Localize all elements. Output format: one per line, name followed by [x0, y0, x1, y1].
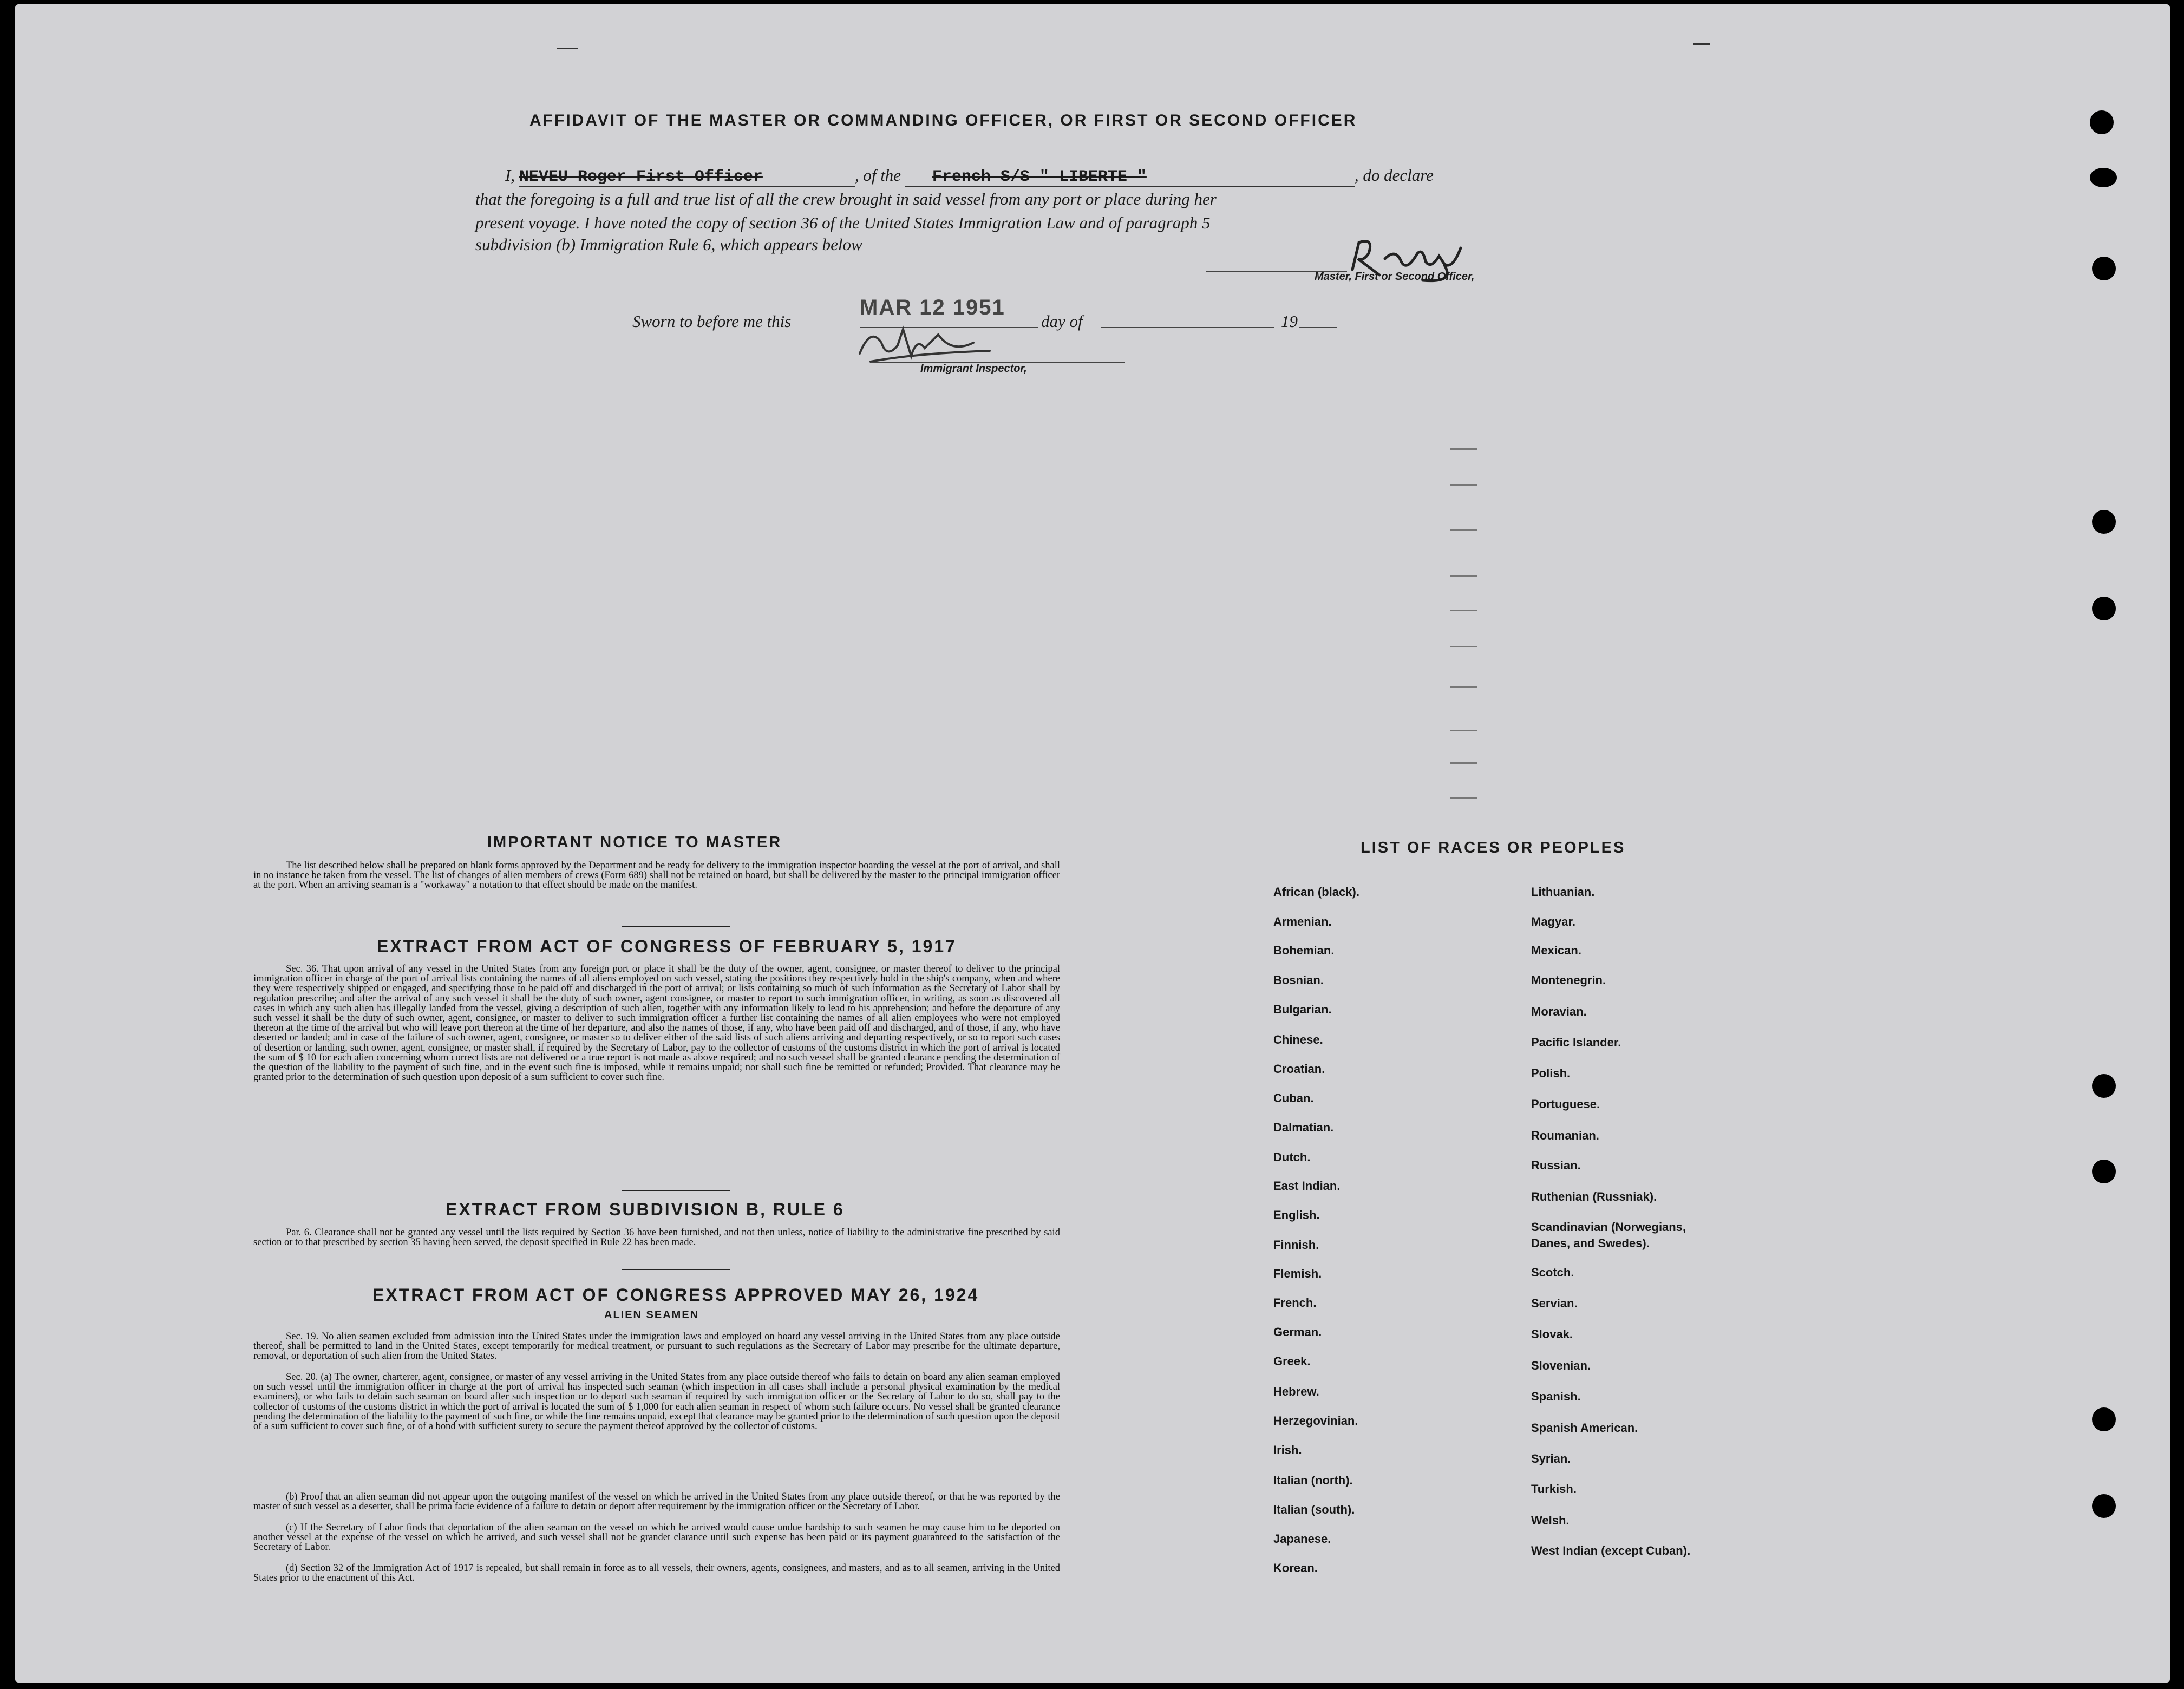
sworn-text: Sworn to before me this — [632, 312, 792, 331]
alien-seamen-subtitle: ALIEN SEAMEN — [604, 1309, 699, 1321]
race-item: Magyar. — [1531, 915, 1575, 928]
race-item: Dutch. — [1273, 1150, 1311, 1164]
extract-1924-sec20d: (d) Section 32 of the Immigration Act of 1917 is repealed, but shall remain in force as to all vessels, their owners, agents, consignees, and masters, and as to all seamen, arriving in the United States prior to the enactment of this Act. — [253, 1563, 1060, 1584]
race-item: Syrian. — [1531, 1452, 1571, 1465]
race-item: Mexican. — [1531, 944, 1581, 957]
race-item: Italian (south). — [1273, 1503, 1355, 1516]
race-item: English. — [1273, 1208, 1320, 1222]
affidavit-line-2: that the foregoing is a full and true list of all the crew brought in said vessel from any port or place during her — [475, 189, 1217, 208]
race-item: Spanish American. — [1531, 1421, 1638, 1435]
race-item: Welsh. — [1531, 1514, 1570, 1527]
notice-paragraph — [253, 861, 1060, 891]
punch-hole — [2092, 1074, 2116, 1098]
race-item: Scandinavian (Norwegians, Danes, and Swedes). — [1531, 1220, 1686, 1250]
race-item: Montenegrin. — [1531, 973, 1606, 987]
race-item: Chinese. — [1273, 1033, 1323, 1046]
race-item: Italian (north). — [1273, 1474, 1353, 1487]
affidavit-title: AFFIDAVIT OF THE MASTER OR COMMANDING OFFICER, OR FIRST OR SECOND OFFICER — [529, 112, 1357, 129]
section-rule — [622, 1269, 730, 1270]
race-item: Ruthenian (Russniak). — [1531, 1190, 1657, 1203]
section-rule — [622, 1190, 730, 1191]
punch-hole — [2090, 168, 2117, 187]
race-item: Scotch. — [1531, 1266, 1574, 1279]
extract-1924-paragraph — [253, 1563, 1060, 1583]
section-rule — [622, 926, 730, 927]
extract-1924-sec19: Sec. 19. No alien seamen excluded from admission into the United States under the immigration laws and employed on board any vessel arriving in the United States from any place outside thereof, shall be permitted to land in the United States, except temporarily for medical treatment, or pursuant to such regulations as the Secretary of Labor may prescribe for the ultimate departure, removal, or deportation of such alien from the United States. — [253, 1331, 1060, 1362]
extract-1924-sec20c: (c) If the Secretary of Labor finds that deportation of the alien seaman on the vessel on which he arrived would cause undue hardship to such seamen he may cause him to be deported on another vessel at the expense of the vessel on which he arrived, and such vessel shall not be grandet clarance until such expense has been paid or its payment guaranteed to the satisfaction of the Secretary of Labor. — [253, 1522, 1060, 1553]
extract-rule6-title: EXTRACT FROM SUBDIVISION B, RULE 6 — [446, 1200, 845, 1219]
punch-hole — [2090, 110, 2114, 134]
officer-name-field — [519, 166, 855, 187]
punch-hole — [2092, 510, 2116, 534]
race-item: Roumanian. — [1531, 1129, 1599, 1142]
race-item: Spanish. — [1531, 1390, 1581, 1403]
extract-1917-title: EXTRACT FROM ACT OF CONGRESS OF FEBRUARY 5, 1917 — [377, 937, 957, 956]
officer-signature-label: Master, First or Second Officer, — [1315, 271, 1475, 283]
race-item: Hebrew. — [1273, 1385, 1319, 1398]
declaration-text: , do declare — [1354, 166, 1434, 185]
affidavit-line-4: subdivision (b) Immigration Rule 6, which appears below — [475, 235, 862, 254]
affidavit-line-3: present voyage. I have noted the copy of section 36 of the United States Immigration Law and of paragraph 5 — [475, 213, 1211, 232]
race-item: Japanese. — [1273, 1532, 1331, 1546]
extract-1924-paragraph — [253, 1372, 1060, 1431]
race-item: Servian. — [1531, 1297, 1578, 1310]
extract-1924-paragraph — [253, 1332, 1060, 1361]
race-item: Herzegovinian. — [1273, 1414, 1358, 1428]
race-item: Bosnian. — [1273, 973, 1324, 987]
date-stamp: MAR 12 1951 — [860, 296, 1005, 319]
race-item: Russian. — [1531, 1158, 1581, 1172]
document-page — [15, 4, 2170, 1683]
race-item: Bulgarian. — [1273, 1003, 1332, 1016]
race-item: Moravian. — [1531, 1005, 1587, 1018]
races-title: LIST OF RACES OR PEOPLES — [1361, 839, 1626, 856]
race-item: Dalmatian. — [1273, 1121, 1334, 1134]
race-item: Turkish. — [1531, 1482, 1577, 1496]
inspector-label: Immigrant Inspector, — [920, 363, 1027, 375]
sworn-year-line — [1299, 327, 1337, 328]
race-item: Armenian. — [1273, 915, 1332, 928]
scan-mark — [1693, 43, 1710, 45]
vessel-name-field — [905, 166, 1355, 187]
race-item: East Indian. — [1273, 1179, 1341, 1193]
extract-1917-text: Sec. 36. That upon arrival of any vessel in the United States from any foreign port or place it shall be the duty of the owner, agent, consignee, or master thereof to deliver to the principal immigration officer in charge of the port of arrival lists containing the names of all aliens employed on such vessel, stating the positions they respectively hold in the ship's company, when and where they were respectively shipped or engaged, and specifying those to be paid off and discharged in the port of arrival; or lists containing so much of such information as the Secretary of Labor shall by regulation prescribe; and after the arrival of any such vessel it shall be the duty of such owner, agent consignee, or master to report to such immigration officer, in writing, as soon as discovered all cases in which any such alien has illegally landed from the vessel, giving a description of such alien, together with any information likely to lead to his apprehension; and before the departure of any such vessel it shall be the duty of such owner, agent, consignee, or master to deliver to such immigration officer a further list containing the names of all alien employees who were not employed thereon at the time of the arrival but who will leave port thereon at the time of her departure, and also the names of those, if any, who have been paid off and discharged, and of those, if any, who have deserted or landed; and in case of the failure of such owner, agent, consignee, or master so to deliver either of the said lists of such aliens arriving and departing respectively, or so to report such cases of desertion or landing, such owner, agent, consignee, or master shall, if required by the Secretary of Labor, pay to the collector of customs of the customs district in which the port of arrival is located the sum of $ 10 for each alien concerning whom correct lists are not delivered or a true report is not made as above required; and no such vessel shall be granted clearance pending the determination of the question of the liability to the payment of such fine, and in the event such fine is imposed, while it remains unpaid; nor shall such fine be remitted or refunded; Provided. That clearance may be granted prior to the determination of such question upon deposit of a sum sufficient to cover such fine. — [253, 964, 1060, 1083]
race-item: Finnish. — [1273, 1238, 1319, 1252]
punch-hole — [2092, 1494, 2116, 1518]
officer-name-typed: NEVEU Roger First Officer — [519, 168, 763, 186]
race-item: Portuguese. — [1531, 1097, 1600, 1111]
punch-hole — [2092, 1408, 2116, 1431]
sworn-day-of: day of — [1041, 312, 1083, 331]
race-item: African (black). — [1273, 885, 1359, 899]
race-item: Bohemian. — [1273, 944, 1335, 957]
race-item: Korean. — [1273, 1561, 1318, 1575]
affidavit-line-1 — [505, 166, 1434, 187]
race-item: Pacific Islander. — [1531, 1036, 1621, 1049]
notice-title: IMPORTANT NOTICE TO MASTER — [487, 834, 782, 851]
extract-rule6-paragraph — [253, 1228, 1060, 1247]
race-item: Irish. — [1273, 1443, 1302, 1457]
race-item: Lithuanian. — [1531, 885, 1595, 899]
race-item: Flemish. — [1273, 1267, 1322, 1280]
declaration-text: I, — [505, 166, 519, 185]
punch-hole — [2092, 597, 2116, 620]
race-item: Cuban. — [1273, 1091, 1314, 1105]
sworn-month-line — [1101, 327, 1274, 328]
race-item: Croatian. — [1273, 1062, 1325, 1076]
sworn-year: 19 — [1281, 312, 1298, 331]
race-item: French. — [1273, 1296, 1317, 1310]
vessel-name-typed: French S/S " LIBERTE " — [932, 168, 1147, 186]
race-item: Greek. — [1273, 1354, 1311, 1368]
extract-1924-paragraph — [253, 1523, 1060, 1553]
extract-rule6-text: Par. 6. Clearance shall not be granted any vessel until the lists required by Section 36 have been furnished, and not then unless, notice of liability to the administrative fine prescribed by said section or to that prescribed by section 35 having been served, the deposit specified in Rule 22 has been made. — [253, 1227, 1060, 1248]
extract-1924-sec20b: (b) Proof that an alien seaman did not appear upon the outgoing manifest of the vessel on which he arrived in the United States from any place outside thereof, or that he was reported by the master of such vessel as a deserter, shall be prima facie evidence of a failure to detain or deport after requirement by the immigration officer or the Secretary of Labor. — [253, 1491, 1060, 1513]
punch-hole — [2092, 1160, 2116, 1183]
extract-1924-title: EXTRACT FROM ACT OF CONGRESS APPROVED MAY 26, 1924 — [372, 1285, 979, 1305]
race-item: Polish. — [1531, 1066, 1571, 1080]
extract-1924-paragraph — [253, 1492, 1060, 1511]
race-item: Slovak. — [1531, 1327, 1573, 1341]
scan-mark — [557, 48, 578, 49]
race-item: German. — [1273, 1325, 1322, 1339]
declaration-text: , of the — [854, 166, 905, 185]
race-item: West Indian (except Cuban). — [1531, 1544, 1691, 1557]
extract-1924-sec20a: Sec. 20. (a) The owner, charterer, agent, consignee, or master of any vessel arriving in the United States from any place outside thereof who fails to detain on board any alien seaman employed on such vessel until the immigration officer in charge at the port of arrival has inspected such seaman (which inspection in all cases shall include a personal physical examination by the medical examiners), or who fails to detain such seaman on board after such inspection or to deport such seaman if required by such immigration officer or the Secretary of Labor to do so, shall pay to the collector of customs of the customs district in which the port of arrival is located the sum of $ 1,000 for each alien seaman in respect of whom such failure occurs. No vessel shall be granted clearance pending the determination of the liability to the payment of such fine, or while the fine remains unpaid, except that clearance may be granted prior to the determination of such question upon the deposit of a sum sufficient to cover such fine, or of a bond with sufficient surety to secure the payment thereof approved by the collector of customs. — [253, 1372, 1060, 1432]
race-item: Slovenian. — [1531, 1359, 1591, 1372]
punch-hole — [2092, 257, 2116, 280]
extract-1917-paragraph — [253, 964, 1060, 1082]
notice-text: The list described below shall be prepared on blank forms approved by the Department and be ready for delivery to the immigration inspector boarding the vessel at the port of arrival, and shall in no instance be taken from the vessel. The list of changes of alien members of crews (Form 689) shall not be retained on board, but shall be delivered by the master to the principal immigration officer at the port. When an arriving seaman is a "workaway" a notation to that effect should be made on the manifest. — [253, 860, 1060, 891]
